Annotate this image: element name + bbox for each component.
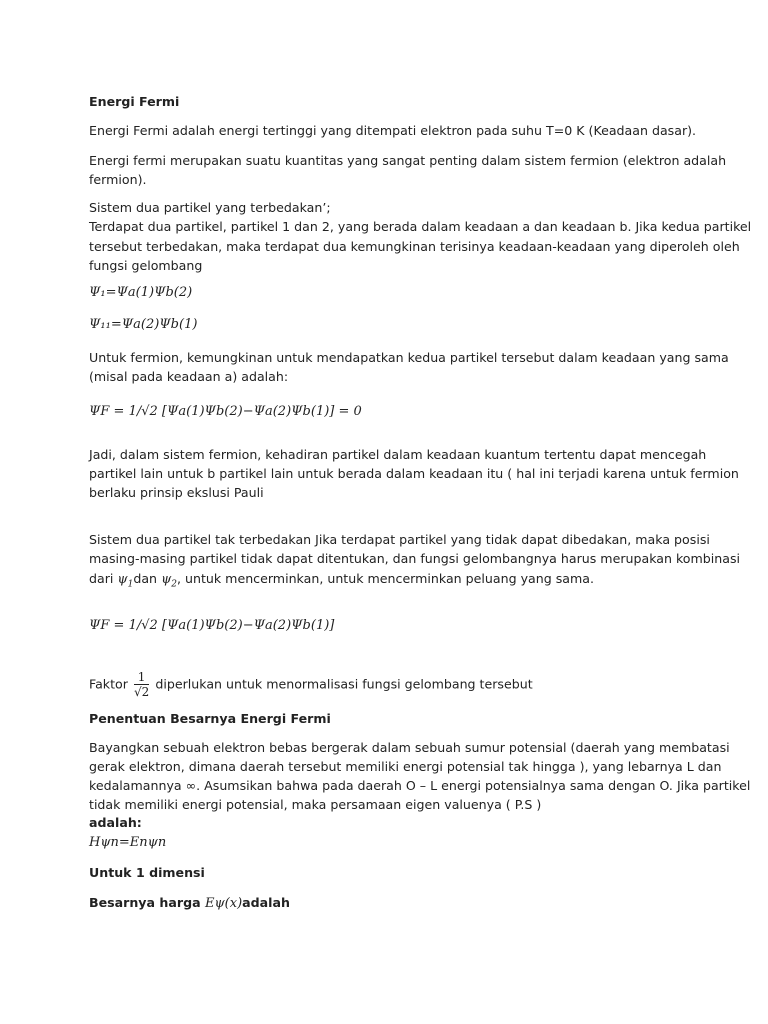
section-title: Energi Fermi: [89, 94, 180, 109]
paragraph-normalization: [89, 670, 533, 700]
equation-eigen-text: Hψn=Enψn: [89, 835, 167, 850]
equation-psi-f-zero-text: ΨF = 1/√2 [Ψa(1)Ψb(2)−Ψa(2)Ψb(1)] = 0: [89, 404, 362, 419]
equation-psi-11: [89, 317, 197, 332]
equation-psi-1-text: Ψ₁=Ψa(1)Ψb(2): [89, 285, 193, 300]
paragraph-fermion-line1: Energi fermi merupakan suatu kuantitas yang sangat penting dalam sistem fermion (elektron adalah: [89, 153, 727, 168]
section-heading-energi-fermi: Penentuan Besarnya Energi Fermi: [89, 711, 331, 726]
paragraph-fermion-same-state-line2: (misal pada keadaan a) adalah:: [89, 369, 289, 384]
text-dan: dan: [133, 571, 158, 586]
e-psi-x-symbol: Eψ(x): [204, 896, 243, 911]
equation-psi-1: [89, 285, 192, 300]
paragraph-pauli-line1: Jadi, dalam sistem fermion, kehadiran partikel dalam keadaan kuantum tertentu dapat mencegah: [89, 447, 707, 462]
equation-eigen: [89, 835, 166, 850]
equation-psi-f-combination-text: ΨF = 1/√2 [Ψa(1)Ψb(2)−Ψa(2)Ψb(1)]: [89, 618, 335, 633]
paragraph-indistinguishable-line2: masing-masing partikel tidak dapat ditentukan, dan fungsi gelombangnya harus merupakan kombinasi: [89, 551, 741, 566]
subheading-1-dimensi: Untuk 1 dimensi: [89, 865, 205, 880]
text-faktor: Faktor: [89, 676, 128, 692]
paragraph-distinguishable-line2: tersebut terbedakan, maka terdapat dua kemungkinan terisinya keadaan-keadaan yang diperoleh oleh: [89, 239, 740, 254]
normalization-factor: $\frac{1}{√2}$: [133, 670, 150, 699]
paragraph-pauli-line3: berlaku prinsip ekslusi Pauli: [89, 485, 264, 500]
equation-psi-11-text: Ψ₁₁=Ψa(2)Ψb(1): [89, 317, 198, 332]
paragraph-pauli-line2: partikel lain untuk b partikel lain untuk berada dalam keadaan itu ( hal ini terjadi karena untuk fermion: [89, 466, 739, 481]
psi-2-symbol: $\psi_2$: [161, 572, 177, 590]
paragraph-besarnya-harga: [89, 893, 290, 914]
psi-1-symbol: $\psi_1$: [117, 572, 134, 590]
paragraph-well-line4: tidak memiliki energi potensial, maka persamaan eigen valuenya ( P.S ): [89, 797, 542, 812]
paragraph-indistinguishable-line3: [89, 569, 594, 595]
paragraph-definition: Energi Fermi adalah energi tertinggi yang ditempati elektron pada suhu T=0 K (Keadaan dasar).: [89, 123, 697, 138]
paragraph-distinguishable-line1: Terdapat dua partikel, partikel 1 dan 2, yang berada dalam keadaan a dan keadaan b. Jika kedua partikel: [89, 219, 752, 234]
paragraph-distinguishable-heading: Sistem dua partikel yang terbedakan’;: [89, 200, 331, 215]
text-dari: dari: [89, 571, 114, 586]
equation-psi-f-zero: [89, 404, 362, 419]
text-adalah: adalah: [242, 895, 290, 910]
paragraph-well-line3: kedalamannya ∞. Asumsikan bahwa pada daerah O – L energi potensialnya sama dengan O. Jika partikel: [89, 778, 751, 793]
paragraph-fermion-same-state-line1: Untuk fermion, kemungkinan untuk mendapatkan kedua partikel tersebut dalam keadaan yang sama: [89, 350, 729, 365]
paragraph-well-line1: Bayangkan sebuah elektron bebas bergerak dalam sebuah sumur potensial (daerah yang membatasi: [89, 740, 730, 755]
text-mencerminkan: , untuk mencerminkan, untuk mencerminkan peluang yang sama.: [177, 571, 595, 586]
text-besarnya-harga: Besarnya harga: [89, 895, 201, 910]
paragraph-indistinguishable-line1: Sistem dua partikel tak terbedakan Jika terdapat partikel yang tidak dapat dibedakan, maka posisi: [89, 532, 710, 547]
paragraph-fermion-line2: fermion).: [89, 172, 147, 187]
text-normalization: diperlukan untuk menormalisasi fungsi gelombang tersebut: [155, 676, 533, 692]
equation-psi-f-combination: [89, 618, 334, 633]
paragraph-distinguishable-line3: fungsi gelombang: [89, 258, 203, 273]
paragraph-well-line2: gerak elektron, dimana daerah tersebut memiliki energi potensial tak hingga ), yang lebarnya L dan: [89, 759, 722, 774]
paragraph-well-line5: adalah:: [89, 815, 142, 830]
